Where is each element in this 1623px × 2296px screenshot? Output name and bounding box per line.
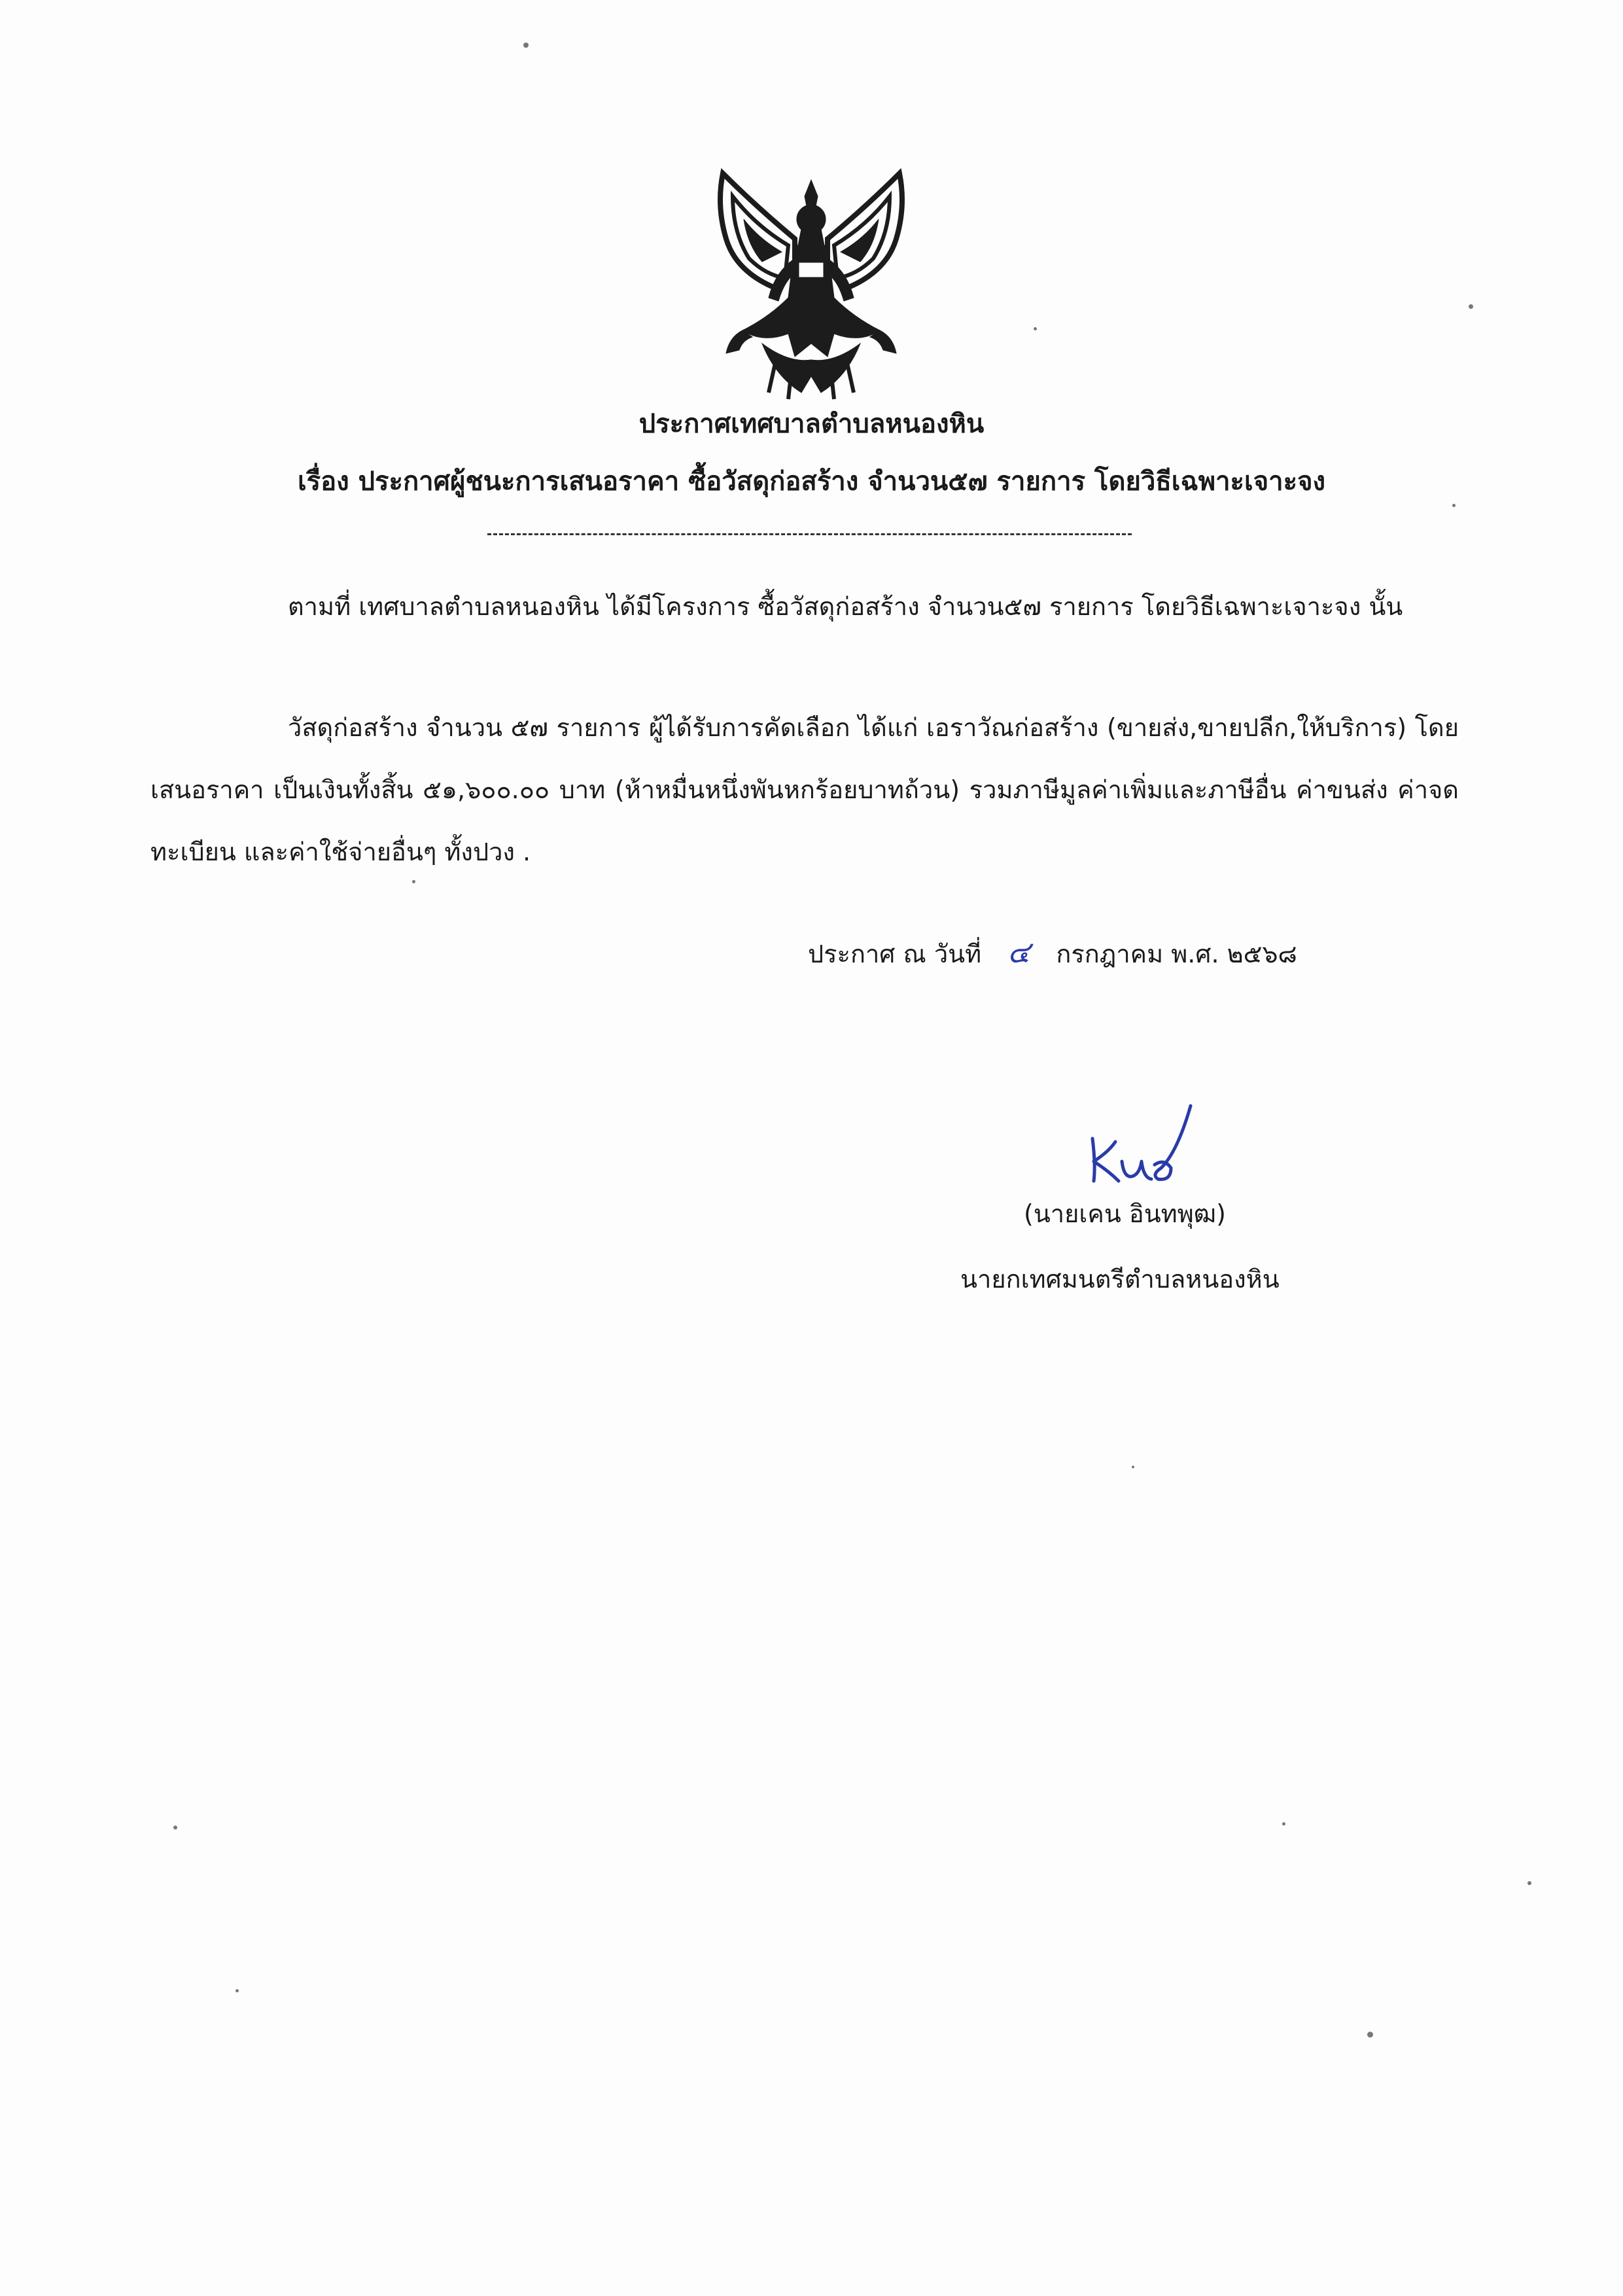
scan-speck [1527,1881,1531,1885]
title-divider [487,533,1132,535]
date-month-year: กรกฎาคม พ.ศ. ๒๕๖๘ [1056,940,1297,968]
scan-speck [412,880,415,883]
scan-speck [523,43,529,48]
body-paragraph-2: วัสดุก่อสร้าง จำนวน ๕๗ รายการ ผู้ได้รับการคัดเลือก ได้แก่ เอราวัณก่อสร้าง (ขายส่ง,ขายปลีก,ให้บริการ) โดยเสนอราคา เป็นเงินทั้งสิ้น ๕๑,๖๐๐.๐๐ บาท (ห้าหมื่นหนึ่งพันหกร้อยบาทถ้วน) รวมภาษีมูลค่าเพิ่มและภาษีอื่น ค่าขนส่ง ค่าจดทะเบียน และค่าใช้จ่ายอื่นๆ ทั้งปวง . [150,713,1459,866]
signer-name: (นายเคน อินทพุฒ) [1024,1199,1226,1228]
scan-speck [173,1826,177,1829]
date-prefix: ประกาศ ณ วันที่ [808,940,982,968]
scan-speck [1452,504,1456,507]
date-day-handwritten: ๔ [1007,934,1030,970]
signature-mark [1079,1099,1197,1197]
scan-speck [236,1989,239,1992]
scan-speck [1367,2032,1373,2038]
announcement-date [808,932,1297,974]
scan-speck [1132,1466,1134,1468]
scan-speck [1282,1822,1285,1826]
body-paragraph-1: ตามที่ เทศบาลตำบลหนองหิน ได้มีโครงการ ซื้อวัสดุก่อสร้าง จำนวน๕๗ รายการ โดยวิธีเฉพาะเจาะจง นั้น [288,592,1403,621]
document-title: ประกาศเทศบาลตำบลหนองหิน [638,409,985,439]
garuda-emblem-icon [703,167,919,402]
scan-speck [1034,327,1037,330]
document-subject: เรื่อง ประกาศผู้ชนะการเสนอราคา ซื้อวัสดุก่อสร้าง จำนวน๕๗ รายการ โดยวิธีเฉพาะเจาะจง [297,467,1326,497]
signer-position: นายกเทศมนตรีตำบลหนองหิน [960,1265,1280,1294]
scan-speck [1469,304,1473,309]
